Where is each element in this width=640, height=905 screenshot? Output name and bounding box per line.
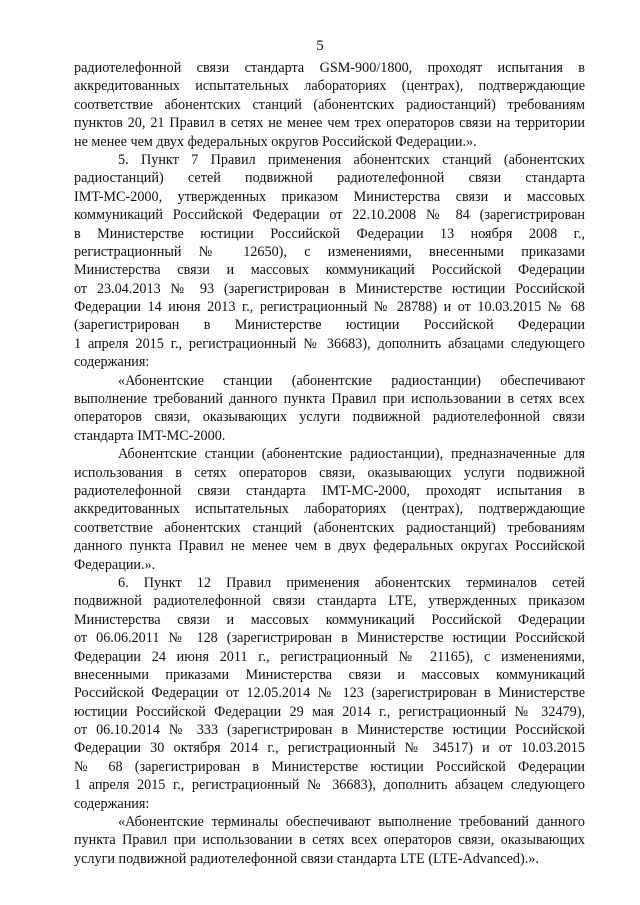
text-line: 1 апреля 2015 г., регистрационный № 36683), дополнить абзацами следующего (74, 335, 585, 352)
text-line: аккредитованных испытательных лабораториях (центрах), подтверждающие (74, 501, 585, 518)
text-line: Федерации 30 октября 2014 г., регистрационный № 34517) и от 10.03.2015 (74, 740, 585, 757)
text-line: подвижной радиотелефонной связи стандарта LTE, утвержденных приказом (74, 593, 585, 610)
text-line: услуги подвижной радиотелефонной связи стандарта LTE (LTE-Advanced).». (74, 850, 539, 867)
text-line: № 68 (зарегистрирован в Министерстве юстиции Российской Федерации (74, 758, 585, 775)
text-line: стандарта IMT-MC-2000. (74, 427, 226, 444)
paragraph-continuation (74, 59, 585, 151)
text-line: коммуникаций Российской Федерации от 22.10.2008 № 84 (зарегистрирован (74, 207, 585, 224)
text-line: Российской Федерации от 12.05.2014 № 123 (зарегистрирован в Министерстве (74, 685, 585, 702)
text-line: 6. Пункт 12 Правил применения абонентских терминалов сетей (118, 574, 585, 591)
text-line: Абонентские станции (абонентские радиостанции), предназначенные для (118, 446, 585, 463)
text-line: радиотелефонной связи стандарта IMT-MC-2000, проходят испытания в (74, 482, 585, 499)
text-line: от 06.06.2011 № 128 (зарегистрирован в Министерстве юстиции Российской (74, 630, 585, 647)
text-line: соответствие абонентских станций (абонентских радиостанций) требованиям (74, 96, 585, 113)
text-line: пункта Правил при использовании в сетях всех операторов связи, оказывающих (74, 832, 585, 849)
text-line: пунктов 20, 21 Правил в сетях не менее чем трех операторов связи на территории (74, 115, 585, 132)
paragraph-quote-3 (74, 813, 585, 868)
text-line: не менее чем двух федеральных округов Российской Федерации.». (74, 133, 477, 150)
text-line: данного пункта Правил не менее чем в двух федеральных округах Российской (74, 538, 585, 555)
text-line: аккредитованных испытательных лабораториях (центрах), подтверждающие (74, 78, 585, 95)
text-line: «Абонентские терминалы обеспечивают выполнение требований данного (118, 814, 585, 831)
text-line: от 23.04.2013 № 93 (зарегистрирован в Министерстве юстиции Российской (74, 280, 585, 297)
paragraph-item-6 (74, 574, 585, 813)
text-line: 5. Пункт 7 Правил применения абонентских станций (абонентских (118, 151, 585, 168)
text-line: содержания: (74, 354, 150, 371)
text-line: внесенными приказами Министерства связи и массовых коммуникаций (74, 666, 585, 683)
paragraph-item-5 (74, 151, 585, 372)
text-line: Федерации.». (74, 556, 156, 573)
text-line: Федерации 24 июня 2011 г., регистрационный № 21165), с изменениями, (74, 648, 585, 665)
text-line: регистрационный № 12650), с изменениями, внесенными приказами (74, 243, 585, 260)
text-line: Федерации 14 июня 2013 г., регистрационный № 28788) и от 10.03.2015 № 68 (74, 299, 585, 316)
text-line: выполнение требований данного пункта Правил при использовании в сетях всех (74, 391, 585, 408)
text-line: использования в сетях операторов связи, оказывающих услуги подвижной (74, 464, 585, 481)
text-line: содержания: (74, 795, 150, 812)
text-line: (зарегистрирован в Министерстве юстиции Российской Федерации (74, 317, 585, 334)
text-line: юстиции Российской Федерации 29 мая 2014 г., регистрационный № 32479), (74, 703, 585, 720)
paragraph-quote-1 (74, 372, 585, 446)
text-line: Министерства связи и массовых коммуникаций Российской Федерации (74, 611, 585, 628)
text-line: «Абонентские станции (абонентские радиостанции) обеспечивают (118, 372, 585, 389)
page-number: 5 (316, 38, 324, 54)
text-line: 1 апреля 2015 г., регистрационный № 36683), дополнить абзацем следующего (74, 777, 585, 794)
text-line: Министерства связи и массовых коммуникаций Российской Федерации (74, 262, 585, 279)
text-line: от 06.10.2014 № 333 (зарегистрирован в Министерстве юстиции Российской (74, 722, 585, 739)
text-line: в Министерстве юстиции Российской Федерации 13 ноября 2008 г., (74, 225, 585, 242)
text-line: операторов связи, оказывающих услуги подвижной радиотелефонной связи (74, 409, 585, 426)
paragraph-quote-2 (74, 445, 585, 574)
text-line: радиостанций) сетей подвижной радиотелефонной связи стандарта (74, 170, 585, 187)
text-line: соответствие абонентских станций (абонентских радиостанций) требованиям (74, 519, 585, 536)
text-line: радиотелефонной связи стандарта GSM-900/1800, проходят испытания в (74, 60, 585, 76)
text-line: IMT-MC-2000, утвержденных приказом Министерства связи и массовых (74, 188, 585, 205)
document-body (74, 59, 585, 868)
